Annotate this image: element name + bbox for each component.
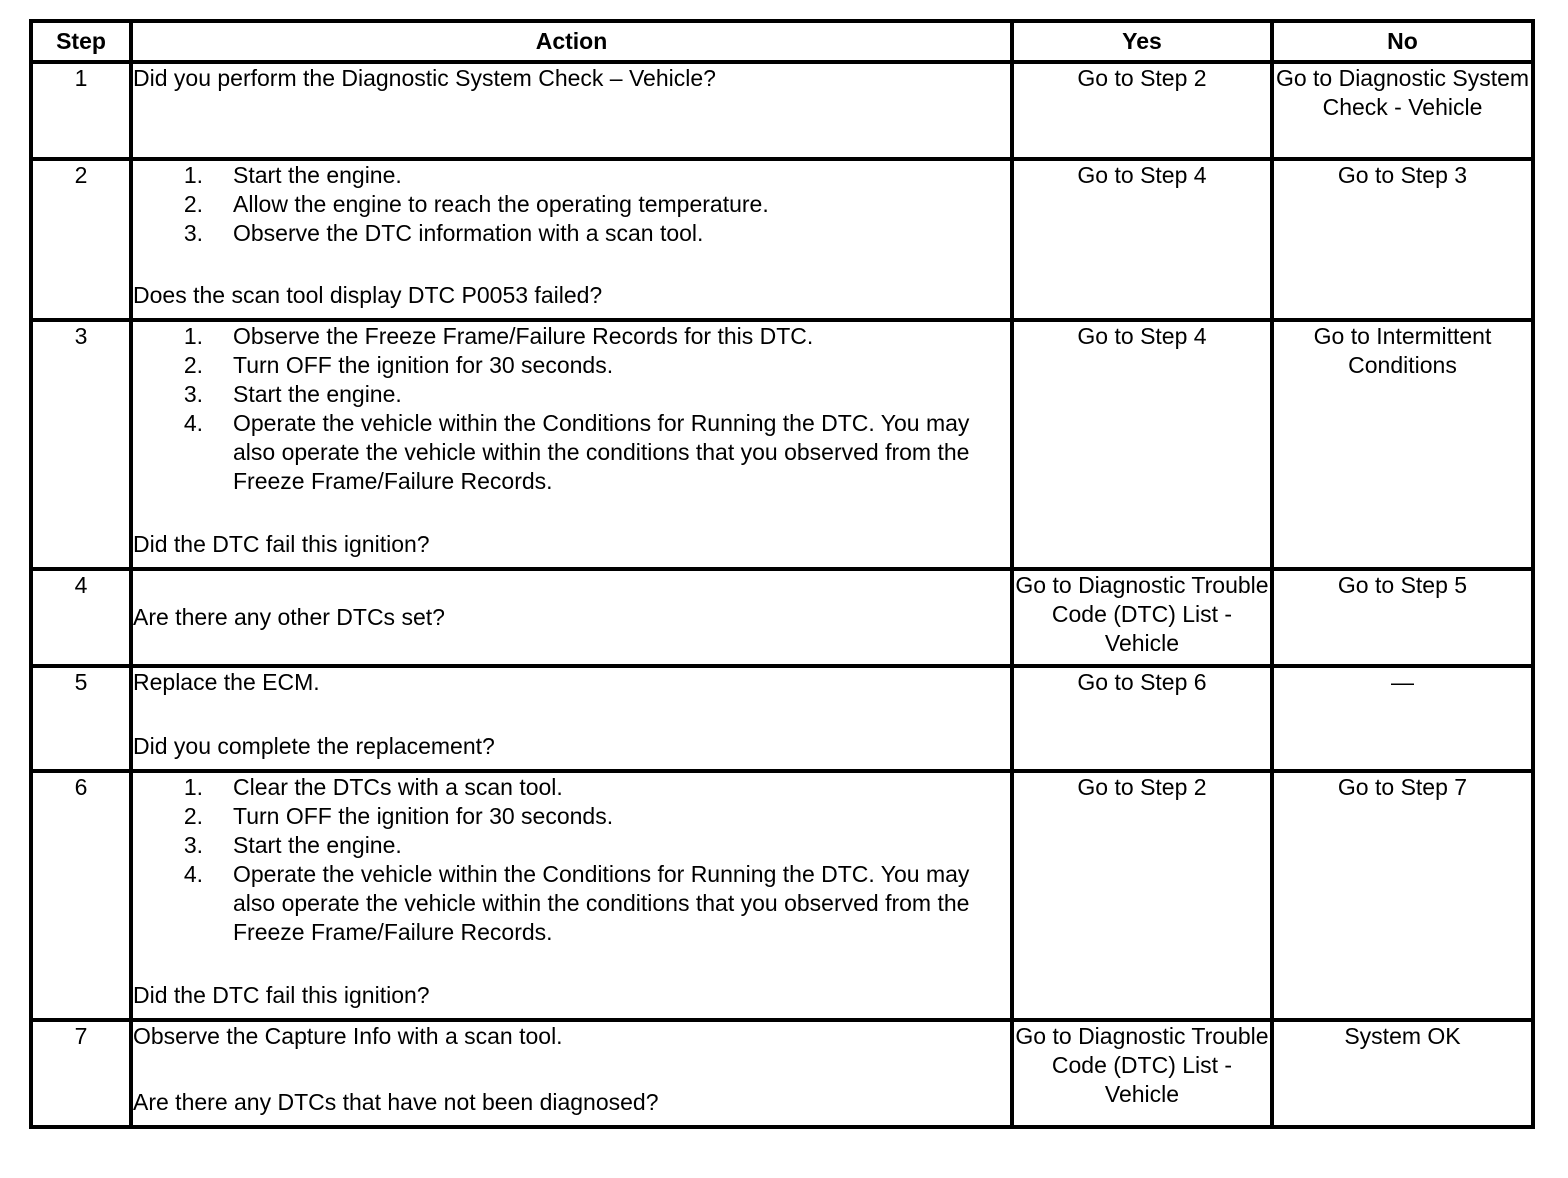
- no-result: Go to Intermittent Conditions: [1272, 320, 1533, 569]
- instruction-item: 2. Turn OFF the ignition for 30 seconds.: [183, 352, 614, 378]
- instruction-list: [133, 161, 1010, 248]
- step-number: 4: [31, 569, 131, 666]
- action-cell: [131, 771, 1012, 1020]
- table-row: [31, 159, 1533, 320]
- header-no: No: [1272, 21, 1533, 62]
- action-question: Did you complete the replacement?: [133, 733, 495, 759]
- table-row: [31, 569, 1533, 666]
- action-question: Did you perform the Diagnostic System Check – Vehicle?: [133, 65, 716, 91]
- no-result: Go to Diagnostic System Check - Vehicle: [1272, 62, 1533, 159]
- action-question: Does the scan tool display DTC P0053 failed?: [133, 282, 603, 308]
- action-text: Observe the Capture Info with a scan tool.: [133, 1023, 563, 1049]
- instruction-list: [133, 773, 1010, 947]
- action-cell: [131, 666, 1012, 771]
- yes-result: Go to Step 2: [1012, 771, 1272, 1020]
- table-row: [31, 771, 1533, 1020]
- step-number: 6: [31, 771, 131, 1020]
- yes-result: Go to Diagnostic Trouble Code (DTC) List - Vehicle: [1012, 569, 1272, 666]
- yes-result: Go to Step 6: [1012, 666, 1272, 771]
- instruction-item: 4. Operate the vehicle within the Conditions for Running the DTC. You may also operate the vehicle within the conditions that you observed from the Freeze Frame/Failure Records.: [183, 410, 970, 494]
- instruction-item: 2. Turn OFF the ignition for 30 seconds.: [183, 803, 614, 829]
- step-number: 5: [31, 666, 131, 771]
- yes-result: Go to Step 4: [1012, 159, 1272, 320]
- step-number: 7: [31, 1020, 131, 1127]
- table-row: [31, 1020, 1533, 1127]
- instruction-item: 2. Allow the engine to reach the operating temperature.: [183, 191, 769, 217]
- yes-result: Go to Diagnostic Trouble Code (DTC) List - Vehicle: [1012, 1020, 1272, 1127]
- action-question: Are there any other DTCs set?: [133, 604, 445, 630]
- action-question: Are there any DTCs that have not been diagnosed?: [133, 1089, 659, 1115]
- no-result: Go to Step 5: [1272, 569, 1533, 666]
- no-result: —: [1272, 666, 1533, 771]
- instruction-item: 4. Operate the vehicle within the Conditions for Running the DTC. You may also operate the vehicle within the conditions that you observed from the Freeze Frame/Failure Records.: [183, 861, 970, 945]
- action-cell: [131, 159, 1012, 320]
- instruction-item: 1. Observe the Freeze Frame/Failure Records for this DTC.: [183, 323, 814, 349]
- table-row: [31, 666, 1533, 771]
- no-result: Go to Step 3: [1272, 159, 1533, 320]
- instruction-item: 1. Start the engine.: [183, 162, 402, 188]
- action-cell: [131, 1020, 1012, 1127]
- step-number: 1: [31, 62, 131, 159]
- instruction-list: [133, 322, 1010, 496]
- yes-result: Go to Step 4: [1012, 320, 1272, 569]
- action-question: Did the DTC fail this ignition?: [133, 982, 430, 1008]
- header-row: [31, 21, 1533, 62]
- step-number: 3: [31, 320, 131, 569]
- yes-result: Go to Step 2: [1012, 62, 1272, 159]
- instruction-item: 3. Start the engine.: [183, 381, 402, 407]
- header-step: Step: [31, 21, 131, 62]
- instruction-item: 3. Observe the DTC information with a scan tool.: [183, 220, 704, 246]
- action-cell: [131, 569, 1012, 666]
- action-text: Replace the ECM.: [133, 669, 320, 695]
- step-number: 2: [31, 159, 131, 320]
- no-result: Go to Step 7: [1272, 771, 1533, 1020]
- diagnostic-table: [29, 19, 1535, 1129]
- no-result: System OK: [1272, 1020, 1533, 1127]
- header-action: Action: [131, 21, 1012, 62]
- action-cell: [131, 62, 1012, 159]
- instruction-item: 1. Clear the DTCs with a scan tool.: [183, 774, 563, 800]
- action-question: Did the DTC fail this ignition?: [133, 531, 430, 557]
- header-yes: Yes: [1012, 21, 1272, 62]
- action-cell: [131, 320, 1012, 569]
- table-row: [31, 320, 1533, 569]
- table-row: [31, 62, 1533, 159]
- instruction-item: 3. Start the engine.: [183, 832, 402, 858]
